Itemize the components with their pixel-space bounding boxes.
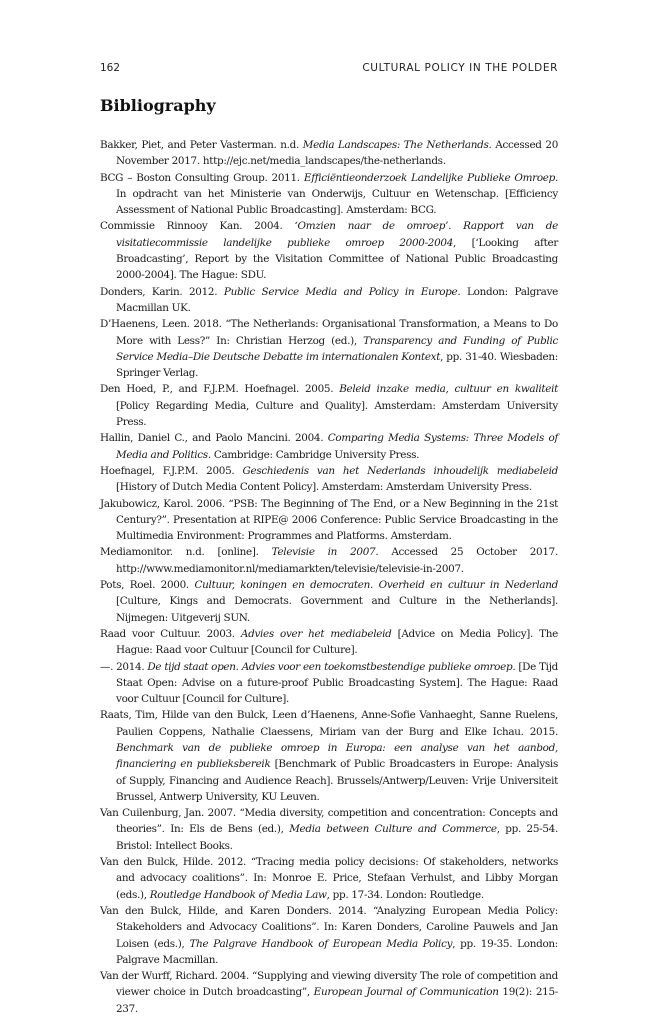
bibliography-entry: Raad voor Cultuur. 2003. Advies over het mediabeleid [Advice on Media Policy]. The Hague: Raad voor Cultuur [Council for Culture]. <box>100 627 558 657</box>
bibliography-entry: Mediamonitor. n.d. [online]. Televisie in 2007. Accessed 25 October 2017. http://www.mediamonitor.nl/mediamarkten/televisie/televisie-in-2007. <box>100 546 558 575</box>
bibliography-entry: BCG – Boston Consulting Group. 2011. Efficiëntieonderzoek Landelijke Publieke Omroep. In opdracht van het Ministerie van Onderwijs, Cultuur en Wetenschap. [Efficiency Assessment of National Public Broadcasting]. Amsterdam: BCG. <box>100 171 558 217</box>
bibliography-entry: Raats, Tim, Hilde van den Bulck, Leen d’Haenens, Anne-Sofie Vanhaeght, Sanne Ruelens, Paulien Coppens, Nathalie Claessens, Miriam van der Burg and Elke Ichau. 2015. Benchmark van de publieke omroep in Europa: een analyse van het aanbod, financiering en publieksbereik [Benchmark of Public Broadcasters in Europe: Analysis of Supply, Financing and Audience Reach]. Brussels/Antwerp/Leuven: Vrije Universiteit Brussel, Antwerp University, KU Leuven. <box>100 709 558 803</box>
running-title: CULTURAL POLICY IN THE POLDER <box>362 62 558 74</box>
bibliography-entry: Hoefnagel, F.J.P.M. 2005. Geschiedenis van het Nederlands inhoudelijk mediabeleid [History of Dutch Media Content Policy]. Amsterdam: Amsterdam University Press. <box>100 464 558 494</box>
page-number: 162 <box>100 62 121 74</box>
section-title: Bibliography <box>100 96 216 115</box>
bibliography-entry: Hallin, Daniel C., and Paolo Mancini. 2004. Comparing Media Systems: Three Models of Media and Politics. Cambridge: Cambridge University Press. <box>100 432 558 461</box>
bibliography-entry: Van der Wurff, Richard. 2004. “Supplying and viewing diversity The role of competition and viewer choice in Dutch broadcasting”, European Journal of Communication 19(2): 215-237. <box>100 970 558 1015</box>
bibliography-entry: Bakker, Piet, and Peter Vasterman. n.d. Media Landscapes: The Netherlands. Accessed 20 November 2017. http://ejc.net/media_landscapes/the-netherlands. <box>100 139 559 168</box>
running-header <box>100 62 558 74</box>
bibliography-entry: Den Hoed, P., and F.J.P.M. Hoefnagel. 2005. Beleid inzake media, cultuur en kwaliteit [Policy Regarding Media, Culture and Quality]. Amsterdam: Amsterdam University Press. <box>100 383 558 429</box>
bibliography-entry: Jakubowicz, Karol. 2006. “PSB: The Beginning of The End, or a New Beginning in the 21st Century?”. Presentation at RIPE@ 2006 Conference: Public Service Broadcasting in the Multimedia Environment: Programmes and Platforms. Amsterdam. <box>100 497 558 543</box>
bibliography-list <box>100 137 558 1017</box>
bibliography-entry: Pots, Roel. 2000. Cultuur, koningen en democraten. Overheid en cultuur in Nederland [Culture, Kings and Democrats. Government and Culture in the Netherlands]. Nijmegen: Uitgeverij SUN. <box>100 579 558 624</box>
bibliography-entry: Van den Bulck, Hilde, and Karen Donders. 2014. “Analyzing European Media Policy: Stakeholders and Advocacy Coalitions”. In: Karen Donders, Caroline Pauwels and Jan Loisen (eds.), The Palgrave Handbook of European Media Policy, pp. 19-35. London: Palgrave Macmillan. <box>100 904 558 966</box>
bibliography-entry: Van Cuilenburg, Jan. 2007. “Media diversity, competition and concentration: Concepts and theories”. In: Els de Bens (ed.), Media between Culture and Commerce, pp. 25-54. Bristol: Intellect Books. <box>100 807 558 852</box>
bibliography-entry: Van den Bulck, Hilde. 2012. “Tracing media policy decisions: Of stakeholders, networks and advocacy coalitions”. In: Monroe E. Price, Stefaan Verhulst, and Libby Morgan (eds.), Routledge Handbook of Media Law, pp. 17-34. London: Routledge. <box>100 856 558 901</box>
bibliography-entry: D’Haenens, Leen. 2018. “The Netherlands: Organisational Transformation, a Means to Do More with Less?” In: Christian Herzog (ed.), Transparency and Funding of Public Service Media–Die Deutsche Debatte im internationalen Kontext, pp. 31-40. Wiesbaden: Springer Verlag. <box>100 318 558 380</box>
bibliography-entry: Donders, Karin. 2012. Public Service Media and Policy in Europe. London: Palgrave Macmillan UK. <box>100 285 558 314</box>
bibliography-entry: —. 2014. De tijd staat open. Advies voor een toekomstbestendige publieke omroep. [De Tijd Staat Open: Advise on a future-proof Public Broadcasting System]. The Hague: Raad voor Cultuur [Council for Culture]. <box>100 660 558 706</box>
bibliography-entry: Commissie Rinnooy Kan. 2004. ‘Omzien naar de omroep’. Rapport van de visitatiecommissie landelijke publieke omroep 2000-2004, [‘Looking after Broadcasting’, Report by the Visitation Committee of National Public Broadcasting 2000-2004]. The Hague: SDU. <box>100 220 558 282</box>
